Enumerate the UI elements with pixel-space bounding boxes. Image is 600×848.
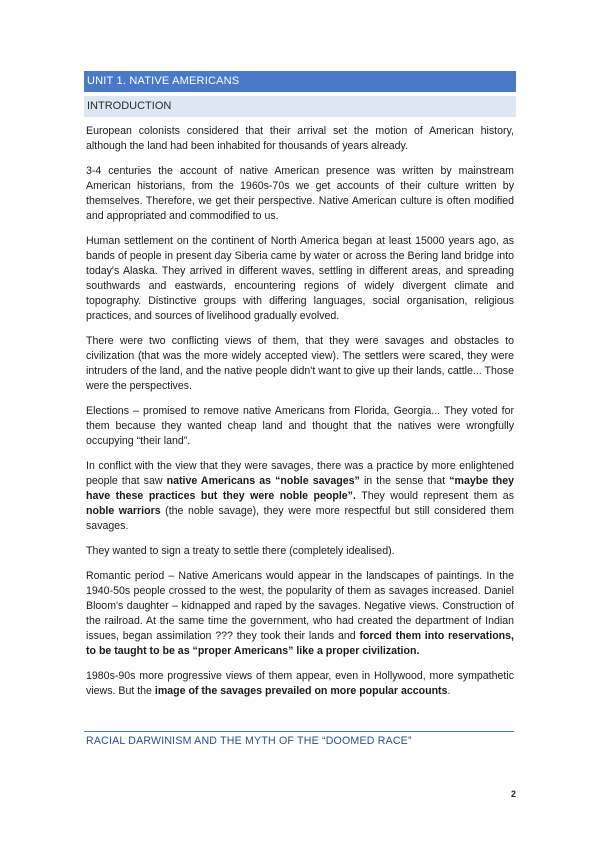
paragraph: [86, 459, 514, 534]
unit-title-bar: [84, 71, 516, 92]
text-run: They wanted to sign a treaty to settle there (completely idealised).: [86, 545, 395, 557]
text-run: .: [447, 685, 451, 697]
section-title: INTRODUCTION: [87, 100, 172, 112]
text-run: in the sense that: [359, 475, 450, 487]
section-divider: [84, 731, 514, 732]
text-run: There were two conflicting views of them, that they were savages and obstacles to civilization (that was the more widely accepted view). The settlers were scared, they were intruders of the land, and the native people didn't want to give up their lands, cattle... Those were the perspectives.: [86, 335, 514, 392]
unit-title: UNIT 1. NATIVE AMERICANS: [87, 75, 240, 87]
bold-text: native Americans as “noble savages”: [166, 475, 360, 487]
section-title-bar: [84, 96, 516, 117]
paragraph: [86, 164, 514, 224]
text-run: Romantic period – Native Americans would appear in the landscapes of paintings. In the 1940-50s people crossed to the west, the popularity of them as savages increased. Daniel Bloom's daughter – kidnapped and raped by the savages. Negative views. Construction of the railroad. At the same time the government, who had created the department of Indian issues, began assimilation ??? they took their lands and: [86, 570, 514, 642]
bold-text: noble warriors: [86, 505, 161, 517]
paragraph: [86, 234, 514, 324]
text-run: They would represent them as: [355, 490, 514, 502]
bold-text: forced them into reservations, to be taught to be as “proper Americans” like a proper civilization.: [86, 630, 514, 657]
paragraph: [86, 669, 514, 699]
text-run: In conflict with the view that they were savages, there was a practice by more enlightened people that saw: [86, 460, 514, 487]
text-run: 1980s-90s more progressive views of them appear, even in Hollywood, more sympathetic views. But the: [86, 670, 514, 697]
paragraph: [86, 124, 514, 154]
bold-text: image of the savages prevailed on more popular accounts: [154, 685, 448, 697]
text-run: (the noble savage), they were more respectful but still considered them savages.: [86, 505, 515, 532]
paragraph: [86, 334, 514, 394]
bold-text: “maybe they have these practices but they were noble people”.: [86, 475, 514, 502]
text-run: 3-4 centuries the account of native American presence was written by mainstream American historians, from the 1960s-70s we get accounts of their culture written by themselves. Therefore, we get their perspective. Native American culture is often modified and appropriated and commodified to us.: [86, 165, 514, 222]
text-run: Elections – promised to remove native Americans from Florida, Georgia... They voted for them because they wanted cheap land and thought that the natives were wrongfully occupying “their land”.: [86, 405, 514, 447]
body-text: [86, 124, 514, 709]
paragraph: [86, 404, 514, 449]
paragraph: [86, 544, 514, 559]
paragraph: [86, 569, 514, 659]
text-run: Human settlement on the continent of North America began at least 15000 years ago, as bands of people in present day Siberia came by water or across the Bering land bridge into today's Alaska. They arrived in different waves, settling in different areas, and spreading southwards and eastwards, encountering regions of widely divergent climate and topography. Distinctive groups with differing languages, social organisation, religious practices, and sources of livelihood gradually evolved.: [86, 235, 514, 322]
next-section-heading: RACIAL DARWINISM AND THE MYTH OF THE “DOOMED RACE”: [86, 735, 412, 747]
page-number: 2: [510, 789, 516, 799]
text-run: European colonists considered that their arrival set the motion of American history, although the land had been inhabited for thousands of years already.: [86, 125, 514, 152]
